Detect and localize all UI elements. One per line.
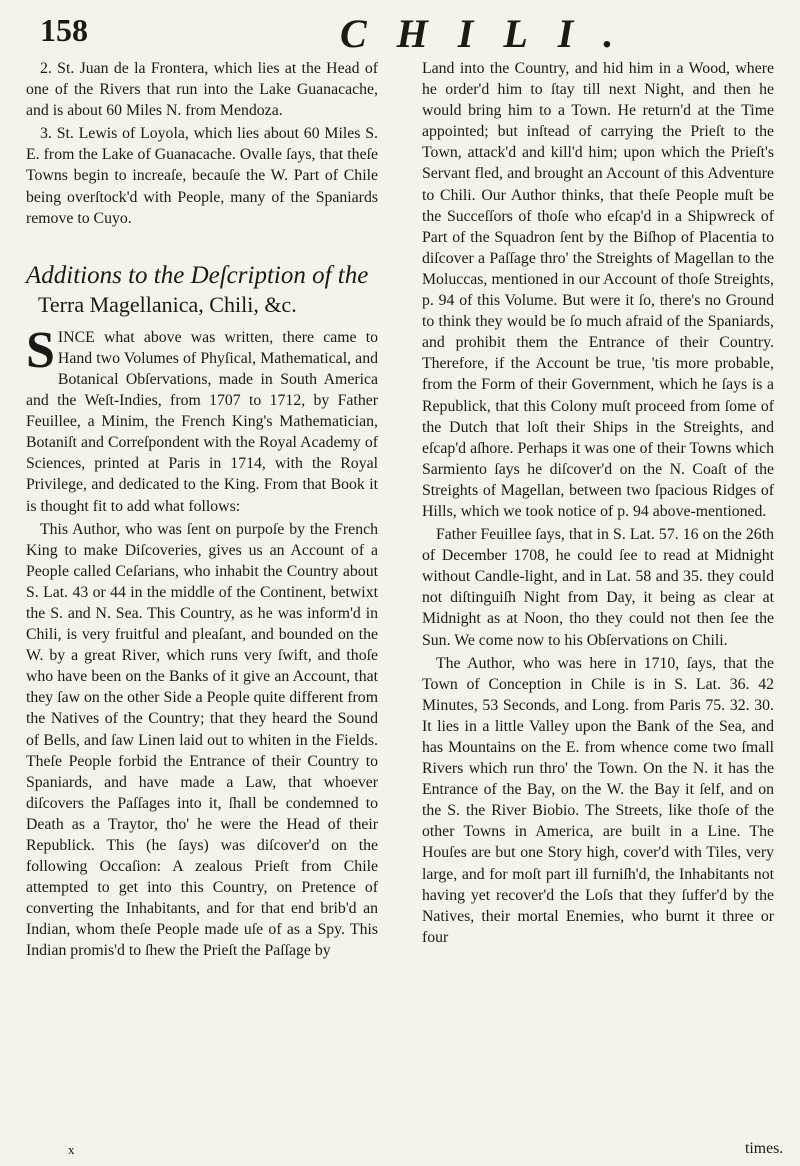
- paragraph-continuation: Land into the Country, and hid him in a Wood, where he order'd him to ſtay till next Night, and then he would bring him to a Town. He return'd at the Time appointed; but inſtead of carrying the Prieſt to the Town, attack'd and kill'd him; upon which the Prieſt's Servant fled, and brought an Account of this Adventure to Chili. Our Author thinks, that theſe People muſt be the Succeſſors of thoſe who eſcap'd in a Shipwreck of Part of the Squadron ſent by the Biſhop of Placentia to diſcover a Paſſage thro' the Streights of Magellan to the Moluccas, mentioned in our Account of thoſe Streights, p. 94 of this Volume. But were it ſo, there's no Ground to think they would be ſo much afraid of the Spaniards, and prohibit them the Entrance of their Country. Therefore, if the Account be true, 'tis more probable, from the Form of their Government, which he ſays is a Republick, that this Colony muſt proceed from ſome of the Dutch that loſt their Ships in the Streights, and eſcap'd aſhore. Perhaps it was one of their Towns which Sarmiento ſays he diſcover'd on the N. Coaſt of the Streights of Magellan, between two ſpacious Ridges of Hills, which we took notice of p. 94 above-mentioned.: [422, 60, 774, 520]
- section-heading: Additions to the Deſcription of the: [26, 261, 369, 289]
- page-header: [40, 4, 780, 54]
- page-number: 158: [40, 12, 88, 48]
- opening-paragraph-text: INCE what above was written, there came to Hand two Volumes of Phyſical, Mathematical, and Botanical Obſervations, made in South America and the Weſt-Indies, from 1707 to 1712, by Father Feuillee, a Minim, the French King's Mathematician, Botaniſt and Correſpondent with the Royal Academy of Sciences, printed at Paris in 1714, with the Royal Privilege, and dedicated to the King. From that Book it is thought fit to add what follows:: [26, 328, 378, 515]
- paragraph-item-3: 3. St. Lewis of Loyola, which lies about 60 Miles S. E. from the Lake of Guanacache. Ovalle ſays, that theſe Towns begin to increaſe, becauſe the W. Part of Chile being overſtock'd with People, many of the Spaniards remove to Cuyo.: [26, 125, 378, 227]
- opening-paragraph: [26, 321, 378, 517]
- paragraph-item-2: 2. St. Juan de la Frontera, which lies at the Head of one of the Rivers that run into the Lake Guanacache, and is about 60 Miles N. from Mendoza.: [26, 60, 378, 120]
- paragraph-feuillee: Father Feuillee ſays, that in S. Lat. 57. 16 on the 26th of December 1708, he could ſee to read at Midnight without Candle-light, and in Lat. 58 and 35. they could not diſtinguiſh Night from Day, it being as clear at Midnight as at Noon, tho they could not then ſee the Sun. We come now to his Obſervations on Chili.: [422, 526, 774, 649]
- drop-cap: S: [26, 321, 55, 379]
- section-subheading: Terra Magellanica, Chili, &c.: [38, 291, 297, 317]
- right-column: [422, 58, 774, 950]
- left-column: [26, 58, 378, 964]
- signature-mark: x: [68, 1142, 75, 1157]
- paragraph-conception: The Author, who was here in 1710, ſays, that the Town of Conception in Chile is in S. Lat. 36. 42 Minutes, 53 Seconds, and Long. from Paris 75. 32. 30. It lies in a little Valley upon the Bank of the Sea, and has Mountains on the E. from whence come two ſmall Rivers which run thro' the Town. On the N. it has the Entrance of the Bay, on the W. the Bay it ſelf, and on the S. the River Biobio. The Streets, like thoſe of the other Towns in America, are built in a Line. The Houſes are but one Story high, cover'd with Tiles, very large, and for moſt part ill furniſh'd, the Inhabitants not having yet recover'd the Loſs that they ſuffer'd by the Natives, their mortal Enemies, who burnt it three or four: [422, 654, 774, 946]
- paragraph-cesarians: This Author, who was ſent on purpoſe by the French King to make Diſcoveries, gives us an Account of a People called Ceſarians, who inhabit the Country about S. Lat. 43 or 44 in the middle of the Continent, betwixt the S. and N. Sea. This Country, as he was inform'd in Chili, is very fruitful and pleaſant, and bounded on the W. by a great River, which runs very ſwift, and thoſe who have been on the Banks of it give an Account, that they ſaw on the other Side a People quite different from the Natives of the Country; that they heard the Sound of Bells, and ſaw Linen laid out to whiten in the Fields. Theſe People forbid the Entrance of their Country to Spaniards, and have made a Law, that whoever diſcovers the Paſſages into it, ſhall be condemned to Death as a Traytor, tho' he were the Head of their Republick. This (he ſays) was diſcover'd on the following Occaſion: A zealous Prieſt from Chile attempted to get into this Country, on Pretence of converting the Inhabitants, and for that end brib'd an Indian, whom theſe People made uſe of as a Spy. This Indian promis'd to ſhew the Prieſt the Paſſage by: [26, 520, 378, 960]
- catchword: times.: [745, 1140, 784, 1157]
- running-head: CHILI.: [340, 11, 644, 56]
